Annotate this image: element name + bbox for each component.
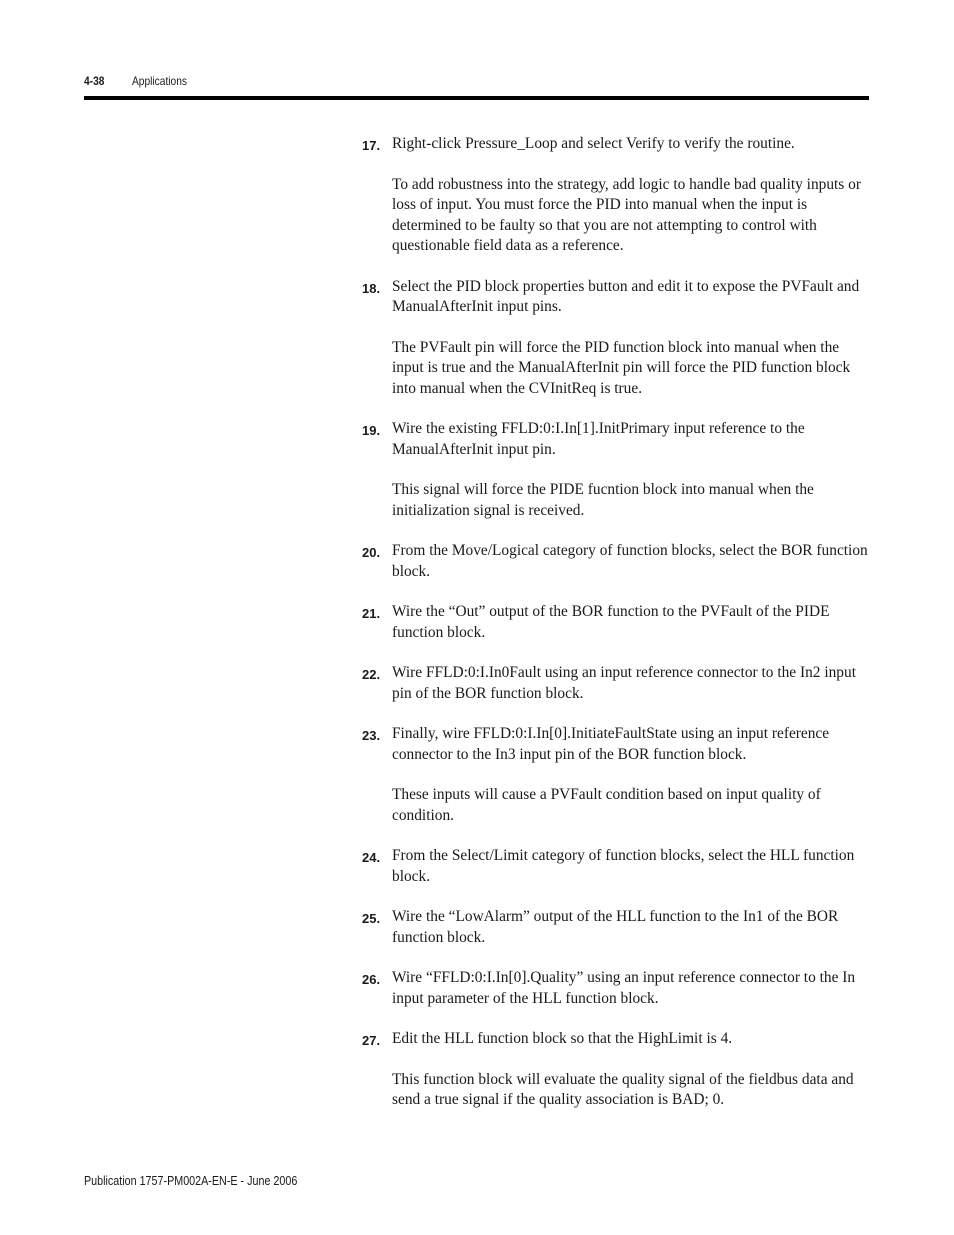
step-text: Select the PID block properties button and edit it to expose the PVFault and ManualAfterInit input pins. [392, 277, 860, 315]
step-number: 21. [362, 606, 381, 621]
page-number: 4-38 [84, 74, 105, 88]
step-number: 27. [362, 1033, 381, 1048]
step-note: These inputs will cause a PVFault condition based on input quality of condition. [392, 786, 821, 824]
step-text: Wire “FFLD:0:I.In[0].Quality” using an input reference connector to the In input parameter of the HLL function block. [392, 969, 856, 1007]
step-note: To add robustness into the strategy, add logic to handle bad quality inputs or loss of input. You must force the PID into manual when the input is determined to be faulty so that you are not attempting to control with questionable field data as a reference. [392, 175, 861, 254]
page-header [84, 72, 869, 92]
step-number: 19. [362, 423, 381, 438]
step-23 [362, 724, 870, 765]
step-20 [362, 541, 870, 582]
step-note: This signal will force the PIDE fucntion block into manual when the initialization signal is received. [392, 481, 814, 519]
step-note: This function block will evaluate the quality signal of the fieldbus data and send a true signal if the quality association is BAD; 0. [392, 1070, 854, 1108]
publication-footer: Publication 1757-PM002A-EN-E - June 2006 [84, 1174, 298, 1188]
step-text: Finally, wire FFLD:0:I.In[0].InitiateFaultState using an input reference connector to the In3 input pin of the BOR function block. [392, 725, 830, 763]
step-21 [362, 602, 870, 643]
step-number: 20. [362, 545, 381, 560]
step-number: 24. [362, 850, 381, 865]
step-24 [362, 846, 870, 887]
step-text: Wire the “LowAlarm” output of the HLL function to the In1 of the BOR function block. [392, 908, 839, 946]
step-number: 17. [362, 138, 381, 153]
step-17 [362, 134, 870, 155]
step-text: Right-click Pressure_Loop and select Verify to verify the routine. [392, 135, 795, 152]
section-title: Applications [132, 74, 188, 88]
step-19 [362, 419, 870, 460]
step-18 [362, 277, 870, 318]
step-25 [362, 907, 870, 948]
step-text: From the Move/Logical category of function blocks, select the BOR function block. [392, 542, 868, 580]
step-text: Wire the “Out” output of the BOR function to the PVFault of the PIDE function block. [392, 603, 830, 641]
step-text: Wire FFLD:0:I.In0Fault using an input reference connector to the In2 input pin of the BOR function block. [392, 664, 856, 702]
step-text: Edit the HLL function block so that the HighLimit is 4. [392, 1030, 733, 1047]
procedure-steps [362, 134, 870, 1111]
step-26 [362, 968, 870, 1009]
step-number: 25. [362, 911, 381, 926]
step-number: 23. [362, 728, 381, 743]
step-22 [362, 663, 870, 704]
step-number: 26. [362, 972, 381, 987]
step-text: Wire the existing FFLD:0:I.In[1].InitPrimary input reference to the ManualAfterInit input pin. [392, 420, 805, 458]
step-27 [362, 1029, 870, 1050]
step-number: 22. [362, 667, 381, 682]
step-text: From the Select/Limit category of function blocks, select the HLL function block. [392, 847, 855, 885]
step-note: The PVFault pin will force the PID function block into manual when the input is true and the ManualAfterInit pin will force the PID function block into manual when the CVInitReq is true. [392, 338, 851, 397]
header-rule [84, 96, 869, 100]
step-number: 18. [362, 280, 381, 296]
